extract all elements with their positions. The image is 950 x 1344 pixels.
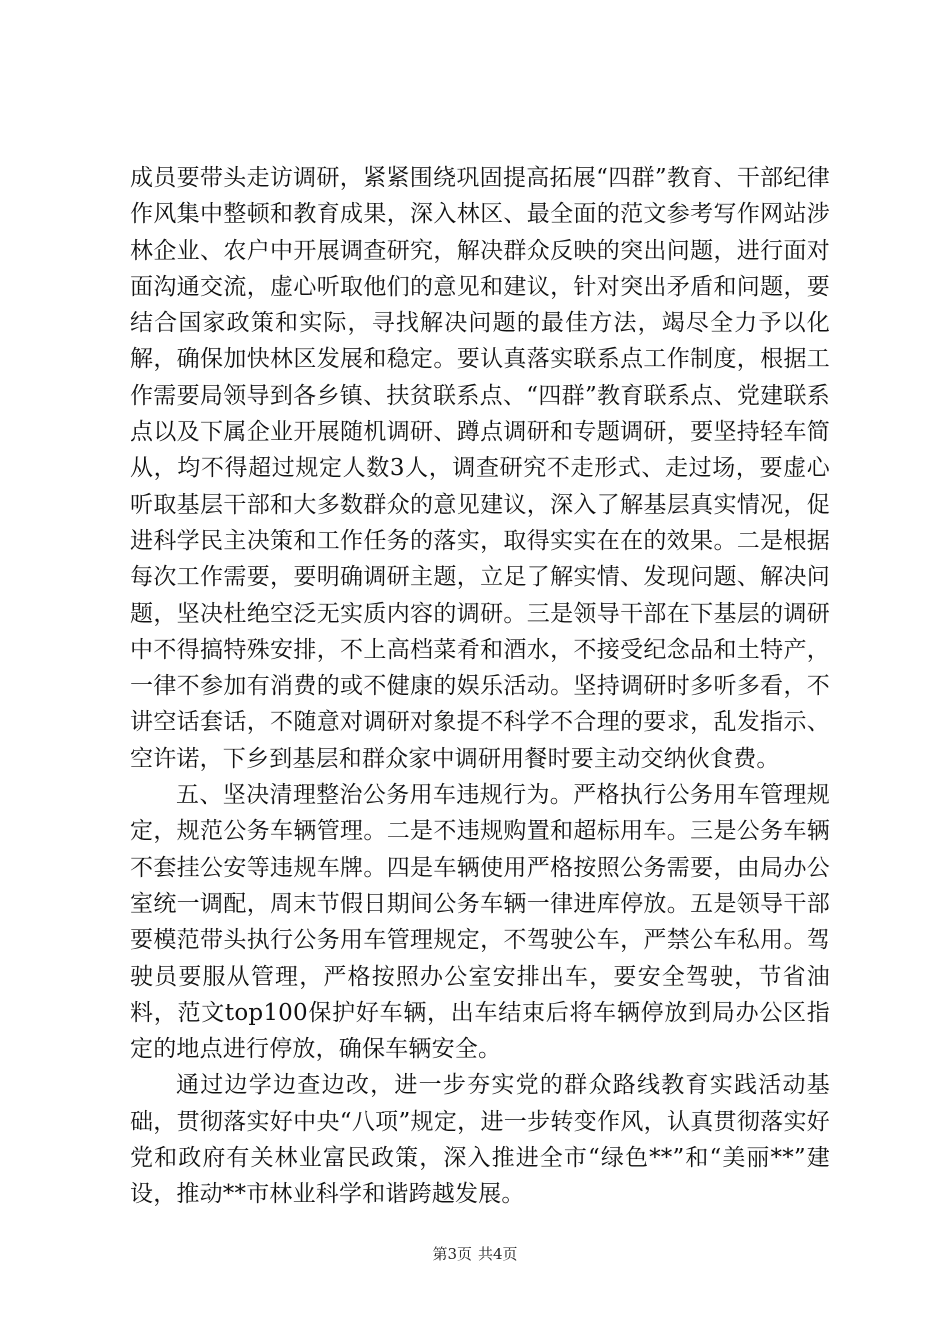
page-footer	[0, 1243, 950, 1264]
page-number-current: 第3页	[432, 1245, 472, 1263]
paragraph-official-vehicles: 五、坚决清理整治公务用车违规行为。严格执行公务用车管理规定，规范公务车辆管理。二是不违规购置和超标用车。三是公务车辆不套挂公安等违规车牌。四是车辆使用严格按照公务需要，由局办公室统一调配，周末节假日期间公务车辆一律进库停放。五是领导干部要模范带头执行公务用车管理规定，不驾驶公车，严禁公车私用。驾驶员要服从管理，严格按照办公室安排出车，要安全驾驶，节省油料，范文top100保护好车辆，出车结束后将车辆停放到局办公区指定的地点进行停放，确保车辆安全。	[130, 782, 830, 1063]
document-body	[130, 160, 830, 1213]
page-number-total: 共4页	[478, 1245, 518, 1263]
paragraph-research-rules: 成员要带头走访调研，紧紧围绕巩固提高拓展“四群”教育、干部纪律作风集中整顿和教育成果，深入林区、最全面的范文参考写作网站涉林企业、农户中开展调查研究，解决群众反映的突出问题，进行面对面沟通交流，虚心听取他们的意见和建议，针对突出矛盾和问题，要结合国家政策和实际，寻找解决问题的最佳方法，竭尽全力予以化解，确保加快林区发展和稳定。要认真落实联系点工作制度，根据工作需要局领导到各乡镇、扶贫联系点、“四群”教育联系点、党建联系点以及下属企业开展随机调研、蹲点调研和专题调研，要坚持轻车简从，均不得超过规定人数3人，调查研究不走形式、走过场，要虚心听取基层干部和大多数群众的意见建议，深入了解基层真实情况，促进科学民主决策和工作任务的落实，取得实实在在的效果。二是根据每次工作需要，要明确调研主题，立足了解实情、发现问题、解决问题，坚决杜绝空泛无实质内容的调研。三是领导干部在下基层的调研中不得搞特殊安排，不上高档菜肴和酒水，不接受纪念品和土特产，一律不参加有消费的或不健康的娱乐活动。坚持调研时多听多看，不讲空话套话，不随意对调研对象提不科学不合理的要求，乱发指示、空许诺，下乡到基层和群众家中调研用餐时要主动交纳伙食费。	[130, 165, 830, 772]
paragraph-conclusion: 通过边学边查边改，进一步夯实党的群众路线教育实践活动基础，贯彻落实好中央“八项”规定，进一步转变作风，认真贯彻落实好党和政府有关林业富民政策，深入推进全市“绿色**”和“美丽**”建设，推动**市林业科学和谐跨越发展。	[130, 1072, 830, 1208]
